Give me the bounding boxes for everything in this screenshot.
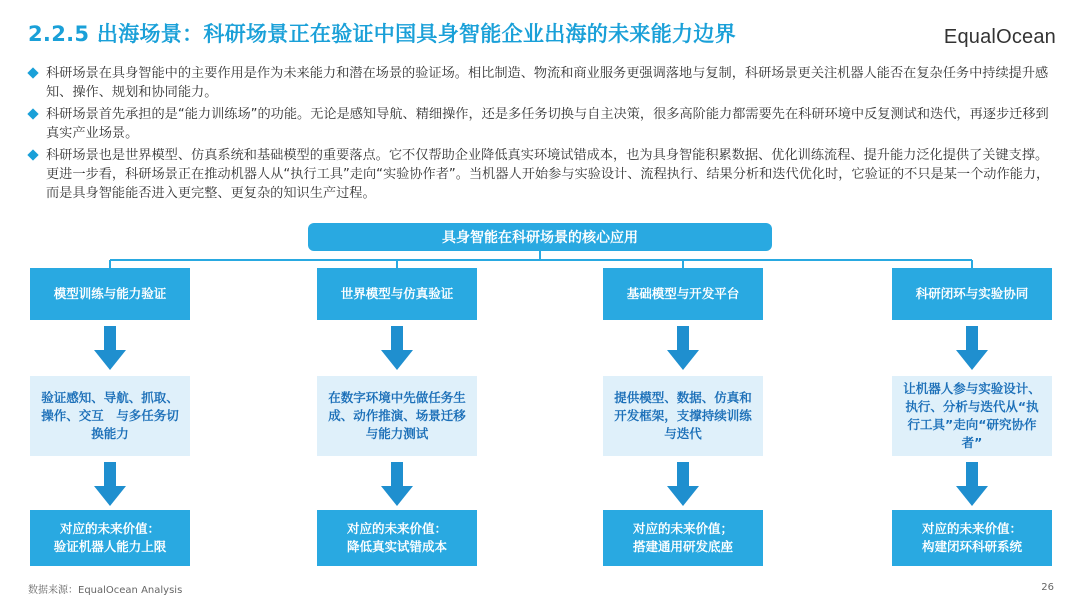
source-note: 数据来源：EqualOcean Analysis xyxy=(28,585,183,596)
down-arrow-icon xyxy=(94,462,126,506)
column-4-detail: 让机器人参与实验设计、执行、分析与迭代从“执行工具”走向“研究协作者” xyxy=(892,376,1052,456)
column-2-value: 对应的未来价值： 降低真实试错成本 xyxy=(317,510,477,566)
down-arrow-icon xyxy=(381,326,413,370)
down-arrow-icon xyxy=(667,326,699,370)
brand-logo: EqualOcean xyxy=(943,26,1056,48)
column-2-detail: 在数字环境中先做任务生成、动作推演、场景迁移与能力测试 xyxy=(317,376,477,456)
column-2-head: 世界模型与仿真验证 xyxy=(317,268,477,320)
page-number: 26 xyxy=(1041,582,1054,593)
down-arrow-icon xyxy=(667,462,699,506)
bullet-text: 科研场景在具身智能中的主要作用是作为未来能力和潜在场景的验证场。相比制造、物流和商业服务更强调落地与复制，科研场景更关注机器人能否在复杂任务中持续提升感知、操作、规划和协同能力。 xyxy=(46,66,1049,100)
bullet-text: 科研场景首先承担的是“能力训练场”的功能。无论是感知导航、精细操作，还是多任务切换与自主决策，很多高阶能力都需要先在科研环境中反复测试和迭代，再逐步迁移到真实产业场景。 xyxy=(46,107,1049,141)
bullet-text: 科研场景也是世界模型、仿真系统和基础模型的重要落点。它不仅帮助企业降低真实环境试错成本，也为具身智能积累数据、优化训练流程、提升能力泛化提供了关键支撑。更进一步看，科研场景正在推动机器人从“执行工具”走向“实验协作者”。当机器人开始参与实验设计、流程执行、结果分析和迭代优化时，它验证的不只是某一个动作能力，而是具身智能能否进入更完整、更复杂的知识生产过程。 xyxy=(46,148,1050,201)
down-arrow-icon xyxy=(956,462,988,506)
column-3-value: 对应的未来价值； 搭建通用研发底座 xyxy=(603,510,763,566)
column-1-detail: 验证感知、导航、抓取、操作、交互 与多任务切换能力 xyxy=(30,376,190,456)
column-4-value: 对应的未来价值： 构建闭环科研系统 xyxy=(892,510,1052,566)
page-title: 2.2.5 出海场景：科研场景正在验证中国具身智能企业出海的未来能力边界 xyxy=(28,22,736,46)
down-arrow-icon xyxy=(956,326,988,370)
down-arrow-icon xyxy=(381,462,413,506)
column-3-detail: 提供模型、数据、仿真和开发框架，支撑持续训练与迭代 xyxy=(603,376,763,456)
column-1-value: 对应的未来价值： 验证机器人能力上限 xyxy=(30,510,190,566)
down-arrow-icon xyxy=(94,326,126,370)
diagram-banner: 具身智能在科研场景的核心应用 xyxy=(308,223,772,251)
column-1-head: 模型训练与能力验证 xyxy=(30,268,190,320)
column-4-head: 科研闭环与实验协同 xyxy=(892,268,1052,320)
column-3-head: 基础模型与开发平台 xyxy=(603,268,763,320)
